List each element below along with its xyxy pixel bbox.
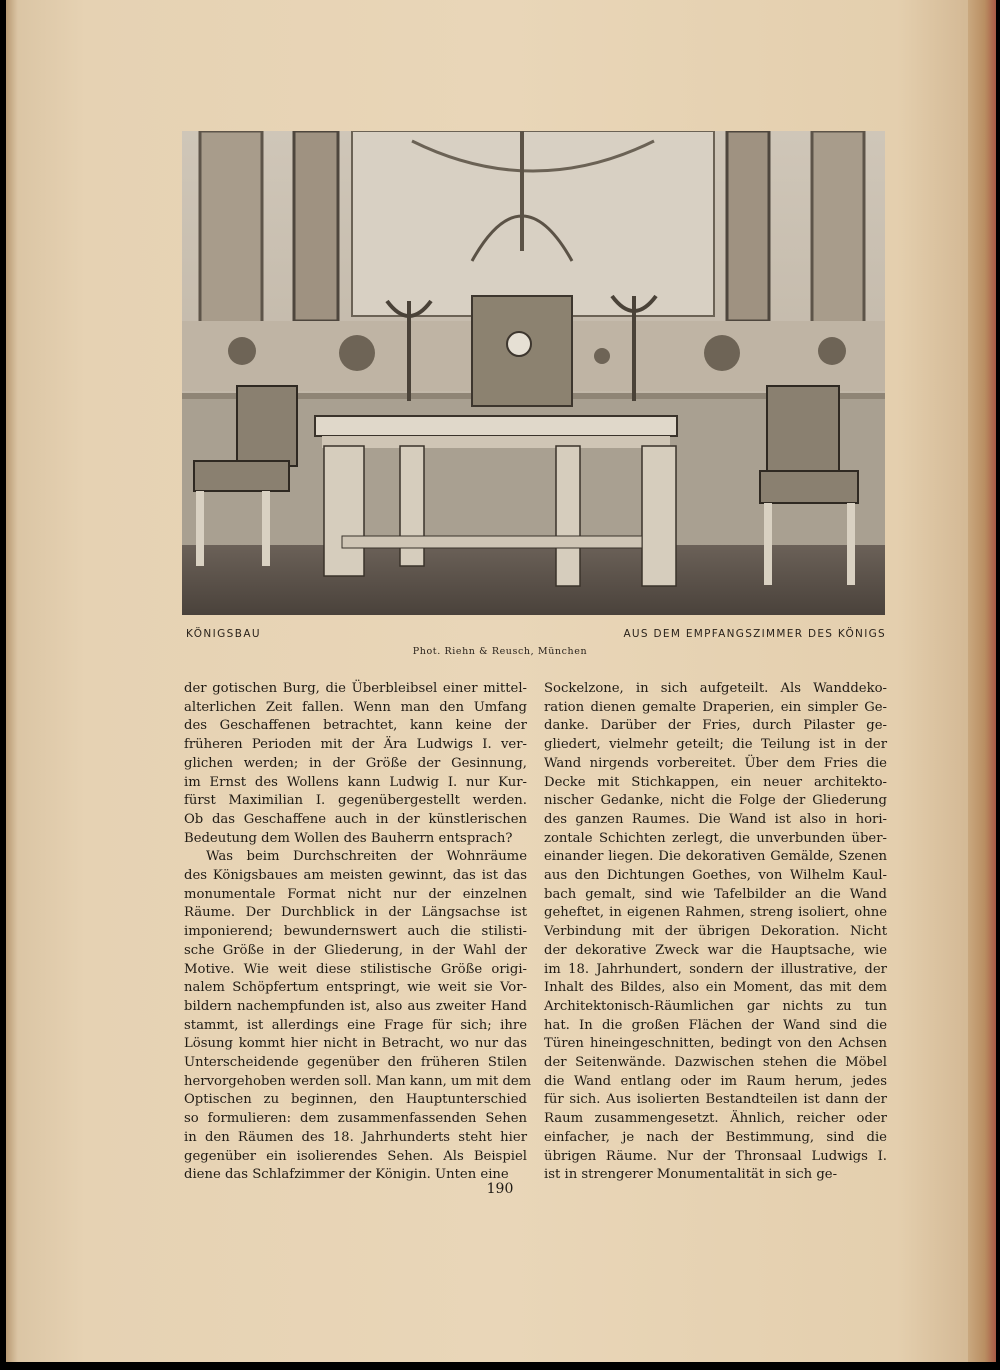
wall-panel	[294, 131, 338, 321]
text-line: des Königsbaues am meisten gewinnt, das ist das	[184, 868, 527, 884]
text-line: im Ernst des Wollens kann Ludwig I. nur Kur-	[184, 774, 527, 790]
text-line: Unterscheidende gegenüber den früheren Stilen	[184, 1055, 527, 1071]
text-line: in den Räumen des 18. Jahrhunderts steht hier	[184, 1129, 527, 1145]
text-line: glichen werden; in der Größe der Gesinnung,	[184, 755, 527, 771]
text-line: Verbindung mit der übrigen Dekoration. Nicht	[544, 924, 887, 940]
floor	[182, 545, 885, 615]
central-panel	[352, 131, 714, 316]
text-line: Türen hineingeschnitten, bedingt von den Achsen	[544, 1036, 887, 1052]
text-line: der dekorative Zweck war die Hauptsache, wie	[544, 942, 887, 958]
text-line: fürst Maximilian I. gegenübergestellt werden.	[184, 793, 527, 809]
text-line: bildern nachempfunden ist, also aus zweiter Hand	[184, 998, 527, 1014]
text-line: die Wand entlang oder im Raum herum, jedes	[544, 1073, 887, 1089]
text-line: danke. Darüber der Fries, durch Pilaster ge-	[544, 718, 887, 734]
photo-credit: Phot. Riehn & Reusch, München	[412, 646, 588, 657]
text-line: zontale Schichten zerlegt, die unverbunden über-	[544, 830, 887, 846]
text-line: Ob das Geschaffene auch in der künstlerischen	[184, 811, 527, 827]
text-line: Decke mit Stichkappen, ein neuer architekto-	[544, 774, 887, 790]
wall-panel	[727, 131, 769, 321]
text-line: nischer Gedanke, nicht die Folge der Gliederung	[544, 793, 887, 809]
text-line: Lösung kommt hier nicht in Betracht, wo nur das	[184, 1036, 527, 1052]
text-line: Räume. Der Durchblick in der Längsachse ist	[184, 905, 527, 921]
text-line: Optischen zu beginnen, den Hauptunterschied	[184, 1092, 527, 1108]
text-line: hervorgehoben werden soll. Man kann, um mit dem	[184, 1073, 532, 1089]
text-column-right	[544, 680, 887, 1185]
text-line: gegenüber ein isolierendes Sehen. Als Beispiel	[184, 1148, 527, 1164]
text-line: geheftet, in eigenen Rahmen, streng isoliert, ohne	[544, 905, 887, 921]
text-line: früheren Perioden mit der Ära Ludwigs I. ver-	[184, 737, 527, 753]
text-line: Architektonisch-Räumlichen gar nichts zu tun	[544, 998, 887, 1014]
text-line: gliedert, vielmehr geteilt; die Teilung ist in der	[544, 737, 887, 753]
text-line: monumentale Format nicht nur der einzelnen	[184, 886, 527, 902]
text-line: übrigen Räume. Nur der Thronsaal Ludwigs I.	[544, 1148, 887, 1164]
text-line: ration dienen gemalte Draperien, ein simpler Ge-	[544, 699, 887, 715]
text-line: bach gemalt, sind wie Tafelbilder an die Wand	[544, 886, 887, 902]
page-edge	[968, 0, 996, 1362]
text-line: alterlichen Zeit fallen. Wenn man den Umfang	[184, 699, 527, 715]
caption-title: AUS DEM EMPFANGSZIMMER DES KÖNIGS	[623, 628, 886, 640]
text-line: nalem Schöpfertum entspringt, wie weit sie Vor-	[184, 980, 527, 996]
page-gutter	[6, 0, 18, 1362]
text-line: Raum zusammengesetzt. Ähnlich, reicher oder	[544, 1111, 887, 1127]
caption-location: KÖNIGSBAU	[186, 628, 262, 640]
text-line: der gotischen Burg, die Überbleibsel einer mittel-	[184, 681, 527, 696]
text-line: sche Größe in der Gliederung, in der Wahl der	[184, 942, 527, 958]
text-line: imponierend; bewundernswert auch die stilisti-	[184, 924, 527, 940]
page-number: 190	[486, 1181, 514, 1197]
text-line: der Seitenwände. Dazwischen stehen die Möbel	[544, 1055, 887, 1071]
text-line: so formulieren: dem zusammenfassenden Sehen	[184, 1111, 527, 1127]
text-line: Sockelzone, in sich aufgeteilt. Als Wanddeko-	[544, 681, 887, 696]
text-line: einander liegen. Die dekorativen Gemälde, Szenen	[544, 849, 887, 865]
text-line: des ganzen Raumes. Die Wand ist also in hori-	[544, 811, 887, 827]
text-line: Wand nirgends vorbereitet. Über dem Fries die	[544, 755, 887, 771]
text-line: Motive. Wie weit diese stilistische Größe origi-	[184, 961, 527, 977]
text-line: Was beim Durchschreiten der Wohnräume	[206, 849, 527, 865]
text-line: des Geschaffenen betrachtet, kann keine der	[184, 718, 527, 734]
text-line: stammt, ist allerdings eine Frage für sich; ihre	[184, 1017, 527, 1033]
text-line: im 18. Jahrhundert, sondern der illustrative, der	[544, 961, 887, 977]
text-line: aus den Dichtungen Goethes, von Wilhelm Kaul-	[544, 868, 887, 884]
text-line: Inhalt des Bildes, also ein Moment, das mit dem	[544, 980, 887, 996]
text-line: diene das Schlafzimmer der Königin. Unten eine	[184, 1167, 509, 1183]
text-line: für sich. Aus isolierten Bestandteilen ist dann der	[544, 1092, 887, 1108]
text-column-left	[184, 680, 532, 1185]
text-line: hat. In die großen Flächen der Wand sind die	[544, 1017, 887, 1033]
photo-plate	[182, 131, 885, 615]
text-line: Bedeutung dem Wollen des Bauherrn entsprach?	[184, 830, 513, 846]
text-line: ist in strengerer Monumentalität in sich ge-	[544, 1167, 838, 1183]
text-line: einfacher, je nach der Bestimmung, sind die	[544, 1129, 887, 1145]
